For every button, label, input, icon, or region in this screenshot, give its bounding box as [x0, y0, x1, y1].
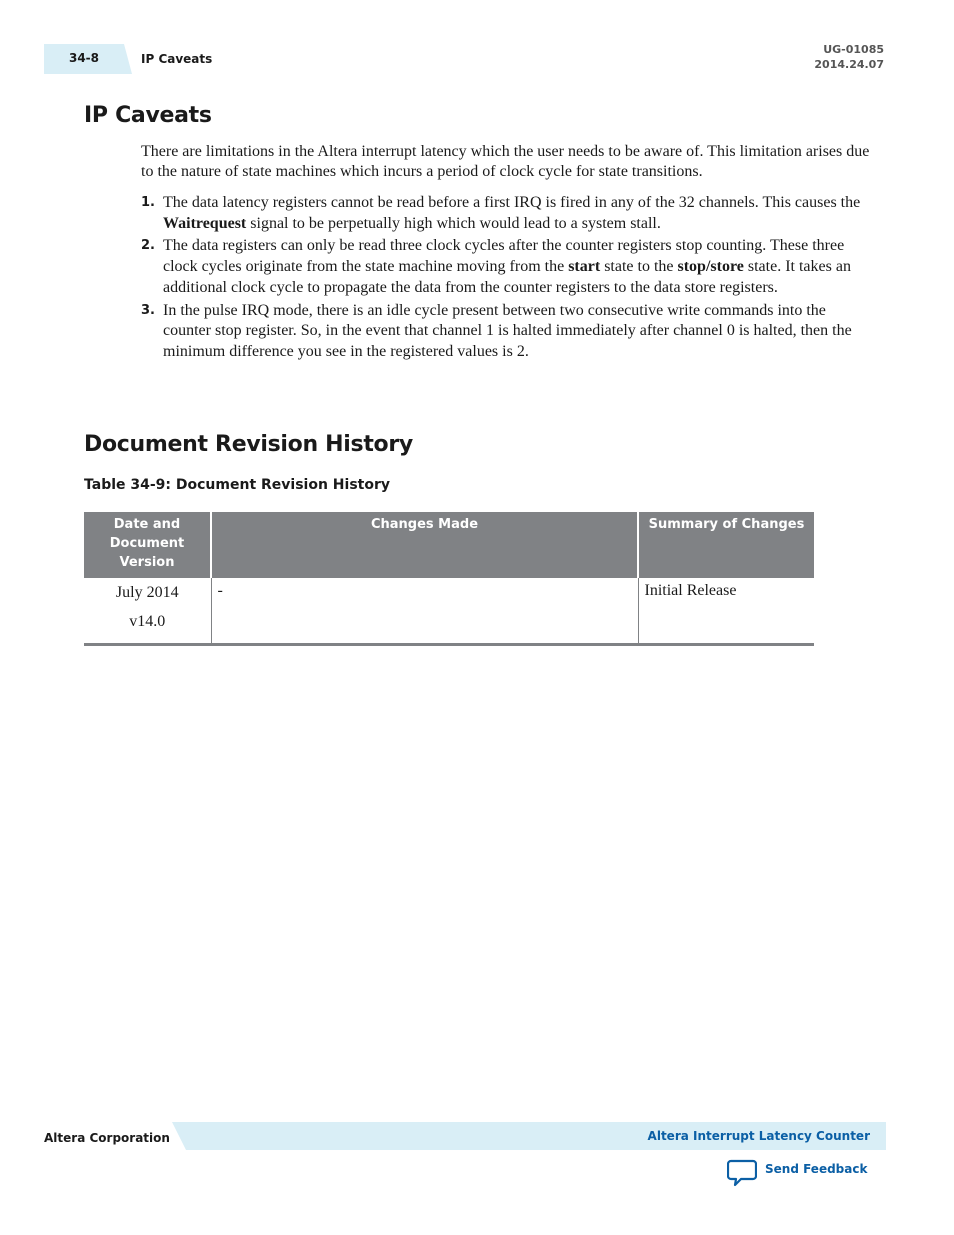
- page-number: 34-8: [68, 51, 100, 65]
- list-item: [141, 193, 871, 234]
- revision-history-table: [84, 512, 814, 646]
- list-item: [141, 301, 871, 363]
- table-caption: Table 34-9: Document Revision History: [84, 477, 390, 493]
- cell-summary: Initial Release: [638, 578, 814, 644]
- list-item-text: signal to be perpetually high which would lead to a system stall.: [246, 214, 661, 232]
- ip-caveats-heading: IP Caveats: [84, 103, 212, 128]
- ip-caveats-intro: There are limitations in the Altera interrupt latency which the user needs to be aware of. This limitation arises due to the nature of state machines which incurs a period of clock cycle for state transitions.: [141, 143, 870, 180]
- cell-date: July 2014: [115, 584, 179, 601]
- caveats-list: [141, 193, 871, 365]
- list-item: [141, 236, 871, 298]
- list-item-number: 1.: [141, 195, 155, 210]
- column-header-changes-made: Changes Made: [211, 512, 638, 578]
- list-item-number: 3.: [141, 302, 155, 318]
- list-item-text: In the pulse IRQ mode, there is an idle cycle present between two consecutive write commands into the counter stop register. So, in the event that channel 1 is halted immediately after channel 0 is halted, then the minimum difference you see in the registered values is 2.: [163, 301, 852, 360]
- feedback-speech-bubble-icon[interactable]: [727, 1159, 757, 1192]
- send-feedback-link[interactable]: Send Feedback: [765, 1162, 868, 1176]
- column-header-date-version: Date and Document Version: [84, 512, 211, 578]
- column-header-summary: Summary of Changes: [638, 512, 814, 578]
- state-name-stop-store: stop/store: [677, 258, 744, 276]
- state-name-start: start: [568, 258, 601, 276]
- list-item-text: state. It takes an additional clock cycle to propagate the data from the counter registers to the data store registers.: [163, 258, 851, 296]
- cell-version: v14.0: [129, 613, 166, 630]
- list-item-number: 2.: [141, 238, 155, 254]
- cell-date-version: [84, 578, 211, 644]
- list-item-text: state to the: [600, 258, 678, 276]
- header-section-title: IP Caveats: [141, 52, 213, 66]
- list-item-text: The data registers can only be read three clock cycles after the counter registers stop counting. These three clock cycles originate from the state machine moving from the: [163, 237, 845, 276]
- list-item-text: The data latency registers cannot be read before a first IRQ is fired in any of the 32 channels. This causes the: [163, 194, 861, 211]
- cell-changes: -: [211, 578, 638, 644]
- table-header-row: [84, 512, 814, 578]
- signal-name-waitrequest: Waitrequest: [163, 214, 247, 232]
- footer-company: Altera Corporation: [44, 1131, 170, 1145]
- footer-document-title-link[interactable]: Altera Interrupt Latency Counter: [647, 1129, 870, 1143]
- document-id: UG-01085: [823, 43, 884, 56]
- document-date: 2014.24.07: [814, 58, 884, 71]
- table-row: [84, 578, 814, 644]
- revision-history-heading: Document Revision History: [84, 432, 413, 457]
